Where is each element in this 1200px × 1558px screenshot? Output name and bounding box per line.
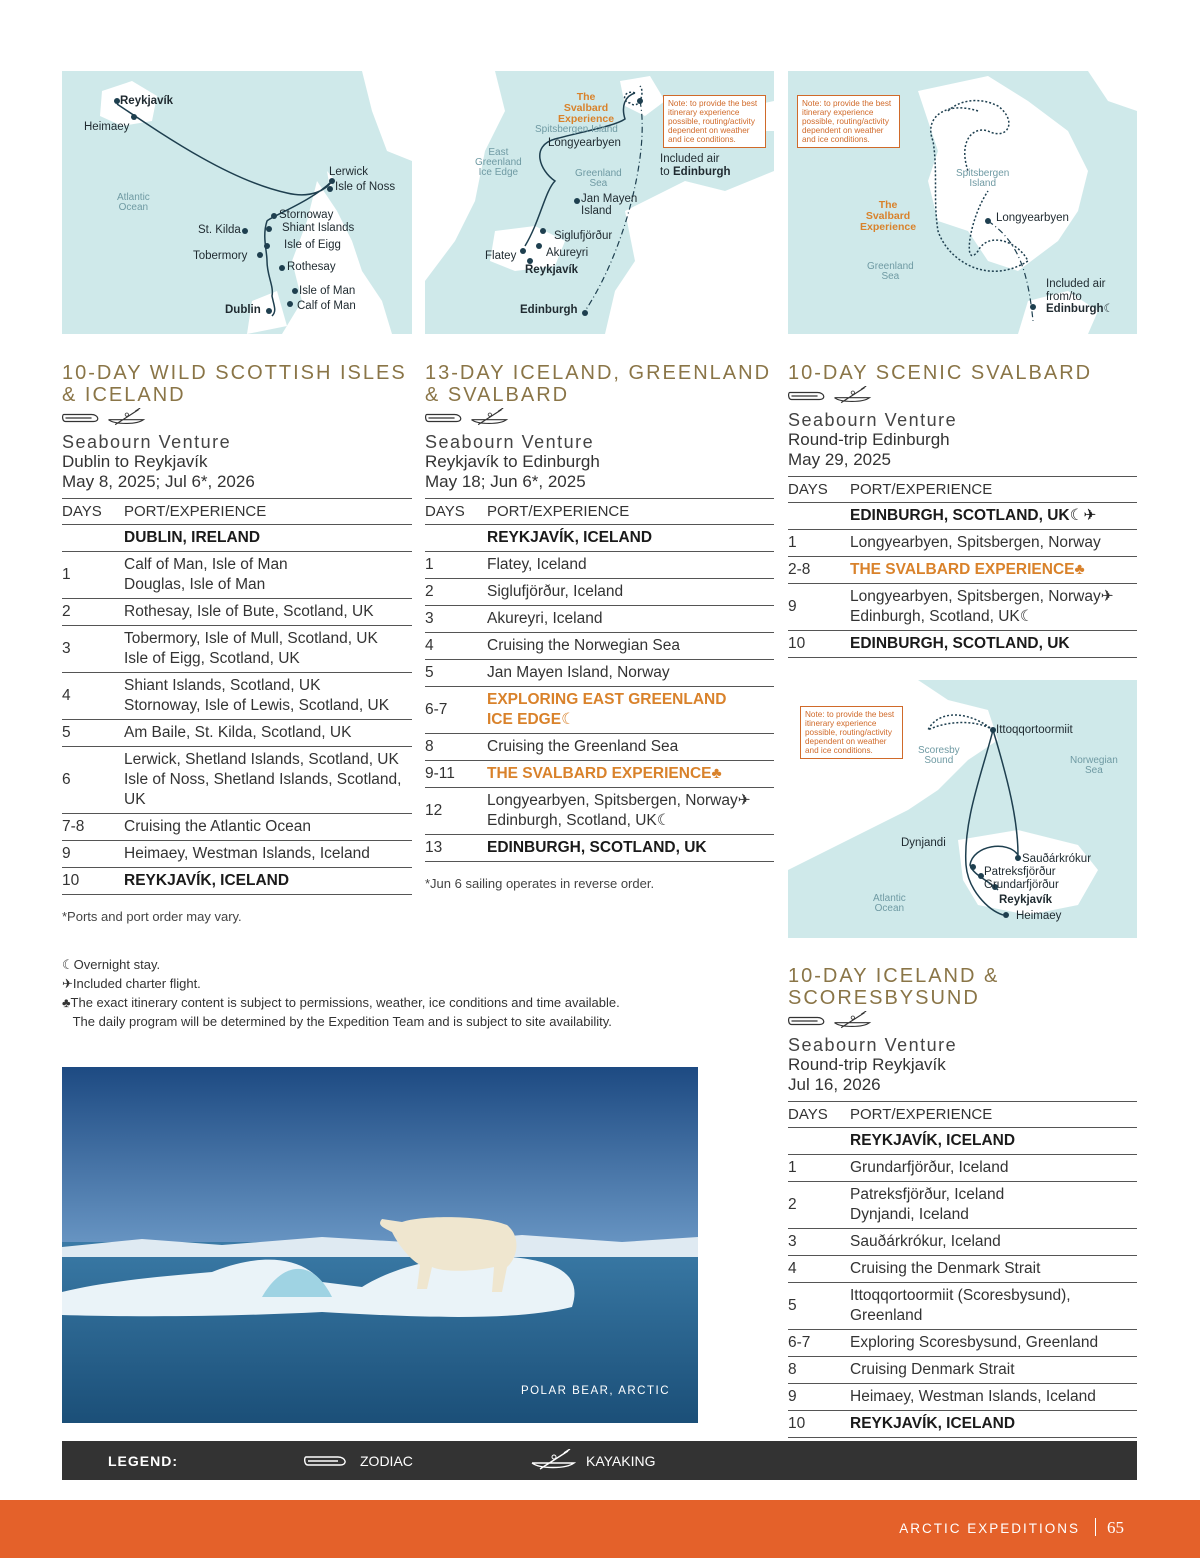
table-row — [788, 584, 1137, 631]
day-cell: 4 — [62, 673, 124, 720]
port-line: Am Baile, St. Kilda, Scotland, UK — [124, 724, 352, 741]
port-cell — [124, 552, 412, 599]
map-label: Calf of Man — [297, 300, 356, 312]
table-row — [788, 503, 1137, 530]
port-line: Akureyri, Iceland — [487, 610, 603, 627]
route: Round-trip Edinburgh — [788, 430, 950, 449]
port-cell — [850, 1330, 1137, 1357]
table-row — [788, 530, 1137, 557]
map-label: Heimaey — [84, 121, 130, 133]
port-cell — [124, 673, 412, 720]
day-cell: 2 — [425, 579, 487, 606]
map-label: Isle of Eigg — [284, 239, 341, 251]
note-itinerary: ♣The exact itinerary content is subject to permissions, weather, ice conditions and time available. — [62, 995, 620, 1010]
note-itinerary-cont: The daily program will be determined by the Expedition Team and is subject to site availability. — [62, 1014, 612, 1029]
route: Round-trip Reykjavík — [788, 1055, 946, 1074]
port-line: Exploring Scoresbysund, Greenland — [850, 1334, 1099, 1351]
port-cell — [487, 761, 774, 788]
table-row — [788, 1357, 1137, 1384]
table-row — [62, 720, 412, 747]
route: Dublin to Reykjavík — [62, 452, 208, 471]
map-label: Longyearbyen — [996, 212, 1069, 224]
table-row — [425, 660, 774, 687]
port-line: Lerwick, Shetland Islands, Scotland, UK — [124, 751, 399, 768]
day-cell — [788, 503, 850, 530]
table-row — [788, 557, 1137, 584]
sail-dates: Jul 16, 2026 — [788, 1075, 881, 1094]
polar-bear-photo — [62, 1067, 698, 1423]
map-note: Note: to provide the best itinerary experience possible, routing/activity dependent on weather and ice conditions. — [800, 706, 903, 759]
col-port-header: PORT/EXPERIENCE — [487, 499, 774, 525]
footer-divider — [1095, 1518, 1097, 1536]
map-sea-label: Atlantic Ocean — [117, 192, 150, 213]
port-cell — [850, 530, 1137, 557]
activity-icons — [62, 408, 412, 432]
map-label: Shiant Islands — [282, 222, 355, 234]
itinerary-table — [62, 498, 412, 895]
table-row — [788, 1330, 1137, 1357]
map-label: Grundarfjörður — [984, 879, 1059, 891]
port-cell — [850, 1128, 1137, 1155]
map-experience-label: The Svalbard Experience — [860, 199, 917, 233]
port-cell — [124, 525, 412, 552]
map-note: Note: to provide the best itinerary experience possible, routing/activity dependent on weather and ice conditions. — [797, 95, 900, 148]
day-cell: 3 — [788, 1229, 850, 1256]
col-days-header: DAYS — [425, 499, 487, 525]
route: Reykjavík to Edinburgh — [425, 452, 600, 471]
port-cell — [850, 1357, 1137, 1384]
itinerary-scottish-isles — [62, 362, 412, 924]
table-row — [425, 579, 774, 606]
day-cell: 9 — [788, 584, 850, 631]
map-iceland-scoresbysund — [788, 680, 1137, 938]
day-cell: 5 — [788, 1283, 850, 1330]
kayak-icon — [832, 386, 872, 411]
port-cell — [124, 841, 412, 868]
table-row — [425, 633, 774, 660]
map-label: Dynjandi — [901, 837, 946, 849]
port-line: Cruising the Norwegian Sea — [487, 637, 680, 654]
map-label: Siglufjörður — [554, 230, 613, 242]
ship-name: Seabourn Venture — [62, 432, 232, 452]
table-row — [788, 1155, 1137, 1182]
port-line: Shiant Islands, Scotland, UK — [124, 677, 321, 694]
map-sea-label: Greenland Sea — [575, 168, 622, 189]
table-row — [62, 814, 412, 841]
port-line: Cruising Denmark Strait — [850, 1361, 1015, 1378]
day-cell: 5 — [62, 720, 124, 747]
day-cell: 8 — [788, 1357, 850, 1384]
col-days-header: DAYS — [788, 477, 850, 503]
port-line: Stornoway, Isle of Lewis, Scotland, UK — [124, 697, 390, 714]
ship-name: Seabourn Venture — [788, 1035, 958, 1055]
port-line: Jan Mayen Island, Norway — [487, 664, 670, 681]
map-scottish-isles — [62, 71, 412, 334]
port-cell — [487, 525, 774, 552]
activity-icons — [788, 1011, 1137, 1035]
port-cell — [850, 1256, 1137, 1283]
day-cell: 4 — [425, 633, 487, 660]
day-cell — [425, 525, 487, 552]
port-cell — [850, 1155, 1137, 1182]
itinerary-iceland-greenland-svalbard — [425, 362, 774, 891]
kayak-icon — [469, 408, 509, 433]
map-label: Stornoway — [279, 209, 334, 221]
map-sea-label: Greenland Sea — [867, 261, 914, 282]
port-line: EDINBURGH, SCOTLAND, UK — [850, 635, 1070, 652]
itinerary-footnote: *Jun 6 sailing operates in reverse order. — [425, 876, 655, 891]
table-row — [788, 1229, 1137, 1256]
port-line: Heimaey, Westman Islands, Iceland — [124, 845, 370, 862]
day-cell: 2-8 — [788, 557, 850, 584]
table-row — [62, 525, 412, 552]
map-sea-label: Norwegian Sea — [1070, 755, 1118, 776]
day-cell: 10 — [62, 868, 124, 895]
itinerary-table — [788, 476, 1137, 658]
itinerary-title: 10-DAY WILD SCOTTISH ISLES & ICELAND — [62, 362, 407, 406]
port-line: Flatey, Iceland — [487, 556, 587, 573]
map-label: Edinburgh — [520, 304, 578, 316]
table-row — [788, 1128, 1137, 1155]
day-cell — [788, 1128, 850, 1155]
map-label: Spitsbergen Island — [956, 168, 1010, 189]
port-cell — [487, 734, 774, 761]
port-line: ICE EDGE☾ — [487, 711, 575, 728]
itinerary-title: 10-DAY ICELAND & SCORESBYSUND — [788, 965, 1000, 1009]
day-cell: 8 — [425, 734, 487, 761]
port-cell — [850, 1384, 1137, 1411]
port-line: Tobermory, Isle of Mull, Scotland, UK — [124, 630, 378, 647]
port-line: Rothesay, Isle of Bute, Scotland, UK — [124, 603, 374, 620]
map-label: Spitsbergen Island — [535, 124, 618, 135]
ship-name: Seabourn Venture — [425, 432, 595, 452]
table-header — [788, 1102, 1137, 1128]
port-line: Heimaey, Westman Islands, Iceland — [850, 1388, 1096, 1405]
day-cell: 6-7 — [425, 687, 487, 734]
table-row — [62, 747, 412, 814]
port-line: Douglas, Isle of Man — [124, 576, 266, 593]
table-row — [425, 552, 774, 579]
day-cell: 7-8 — [62, 814, 124, 841]
port-cell — [850, 1229, 1137, 1256]
port-line: REYKJAVÍK, ICELAND — [850, 1415, 1016, 1432]
port-cell — [850, 1411, 1137, 1438]
port-cell — [850, 584, 1137, 631]
day-cell: 2 — [788, 1182, 850, 1229]
note-charter: ✈Included charter flight. — [62, 976, 201, 991]
port-cell — [850, 503, 1137, 530]
table-header — [62, 499, 412, 525]
zodiac-icon — [62, 411, 102, 430]
port-cell — [487, 835, 774, 862]
port-line: Grundarfjörður, Iceland — [850, 1159, 1009, 1176]
table-row — [788, 1384, 1137, 1411]
map-label: Reykjavík — [120, 95, 174, 107]
port-cell — [487, 788, 774, 835]
col-port-header: PORT/EXPERIENCE — [850, 477, 1137, 503]
table-header — [425, 499, 774, 525]
port-line: Patreksfjörður, Iceland — [850, 1186, 1005, 1203]
table-row — [788, 1256, 1137, 1283]
map-label: Dublin — [225, 304, 261, 316]
port-cell — [124, 868, 412, 895]
col-days-header: DAYS — [62, 499, 124, 525]
map-label: Flatey — [485, 250, 517, 262]
map-label: Ittoqqortoormiit — [996, 724, 1073, 736]
map-label: St. Kilda — [198, 224, 241, 236]
legend-bar — [62, 1441, 1137, 1480]
port-cell — [487, 687, 774, 734]
map-label: Jan Mayen Island — [581, 193, 638, 217]
port-line: Isle of Noss, Shetland Islands, Scotland, UK — [124, 771, 402, 808]
map-label: to — [660, 166, 670, 178]
port-cell — [487, 579, 774, 606]
map-sea-label: Atlantic Ocean — [873, 893, 906, 914]
port-cell — [487, 606, 774, 633]
itinerary-table — [788, 1101, 1137, 1438]
col-port-header: PORT/EXPERIENCE — [124, 499, 412, 525]
map-label: Akureyri — [546, 247, 589, 259]
port-line: Edinburgh, Scotland, UK☾ — [487, 812, 671, 829]
itinerary-title: 10-DAY SCENIC SVALBARD — [788, 362, 1093, 384]
kayak-icon — [832, 1011, 872, 1036]
table-row — [425, 525, 774, 552]
ship-name: Seabourn Venture — [788, 410, 958, 430]
day-cell: 5 — [425, 660, 487, 687]
map-note: Note: to provide the best itinerary experience possible, routing/activity dependent on weather and ice conditions. — [663, 95, 766, 148]
photo-graphic — [62, 1067, 698, 1423]
day-cell: 9-11 — [425, 761, 487, 788]
map-label: Included air from/to — [1046, 278, 1106, 303]
port-cell — [850, 557, 1137, 584]
port-line: REYKJAVÍK, ICELAND — [124, 872, 290, 889]
port-line: EDINBURGH, SCOTLAND, UK — [487, 839, 707, 856]
legend-title: LEGEND: — [108, 1452, 178, 1469]
map-label: Edinburgh — [673, 166, 731, 178]
port-line: EXPLORING EAST GREENLAND — [487, 691, 727, 708]
table-row — [62, 599, 412, 626]
map-sea-label: East Greenland Ice Edge — [475, 147, 522, 178]
map-label: Heimaey — [1016, 910, 1062, 922]
port-cell — [124, 814, 412, 841]
map-label: Included air — [660, 153, 720, 165]
port-line: Cruising the Greenland Sea — [487, 738, 679, 755]
port-cell — [124, 599, 412, 626]
port-cell — [487, 633, 774, 660]
itinerary-title: 13-DAY ICELAND, GREENLAND & SVALBARD — [425, 362, 772, 406]
port-line: Dynjandi, Iceland — [850, 1206, 969, 1223]
day-cell: 2 — [62, 599, 124, 626]
itinerary-iceland-scoresbysund — [788, 965, 1137, 1438]
table-row — [62, 868, 412, 895]
port-cell — [124, 747, 412, 814]
table-row — [62, 626, 412, 673]
port-line: THE SVALBARD EXPERIENCE♣ — [850, 561, 1085, 578]
day-cell: 9 — [62, 841, 124, 868]
day-cell: 1 — [788, 530, 850, 557]
day-cell: 3 — [425, 606, 487, 633]
table-row — [788, 1411, 1137, 1438]
section-title: ARCTIC EXPEDITIONS — [899, 1521, 1080, 1536]
map-label: Isle of Noss — [335, 181, 396, 193]
port-line: Ittoqqortoormiit (Scoresbysund), — [850, 1287, 1071, 1304]
day-cell: 3 — [62, 626, 124, 673]
port-line: Calf of Man, Isle of Man — [124, 556, 288, 573]
port-cell — [850, 1182, 1137, 1229]
map-label: Lerwick — [329, 166, 368, 178]
port-line: Siglufjörður, Iceland — [487, 583, 624, 600]
zodiac-icon — [788, 1014, 828, 1033]
table-row — [425, 835, 774, 862]
page-footer — [0, 1500, 1200, 1558]
port-cell — [124, 720, 412, 747]
map-sea-label: Scoresby Sound — [918, 745, 960, 766]
table-row — [425, 761, 774, 788]
itinerary-scenic-svalbard — [788, 362, 1137, 658]
table-header — [788, 477, 1137, 503]
port-line: Isle of Eigg, Scotland, UK — [124, 650, 300, 667]
map-label: Patreksfjörður — [984, 866, 1056, 878]
port-line: THE SVALBARD EXPERIENCE♣ — [487, 765, 722, 782]
activity-icons — [425, 408, 774, 432]
kayak-icon — [106, 408, 146, 433]
port-line: Greenland — [850, 1307, 923, 1324]
activity-icons — [788, 386, 1137, 410]
port-line: DUBLIN, IRELAND — [124, 529, 261, 546]
table-row — [788, 631, 1137, 658]
day-cell: 10 — [788, 1411, 850, 1438]
zodiac-icon — [788, 389, 828, 408]
col-days-header: DAYS — [788, 1102, 850, 1128]
map-label: Longyearbyen — [548, 137, 621, 149]
day-cell: 1 — [788, 1155, 850, 1182]
map-experience-label: The Svalbard Experience — [558, 91, 615, 125]
day-cell: 13 — [425, 835, 487, 862]
port-cell — [850, 631, 1137, 658]
itinerary-table — [425, 498, 774, 862]
port-line: Longyearbyen, Spitsbergen, Norway — [850, 534, 1101, 551]
port-line: Cruising the Atlantic Ocean — [124, 818, 311, 835]
table-row — [425, 788, 774, 835]
day-cell: 12 — [425, 788, 487, 835]
port-cell — [487, 552, 774, 579]
table-row — [62, 673, 412, 720]
table-row — [425, 606, 774, 633]
map-label: Tobermory — [193, 250, 248, 262]
day-cell: 6-7 — [788, 1330, 850, 1357]
day-cell: 6 — [62, 747, 124, 814]
port-line: REYKJAVÍK, ICELAND — [487, 529, 653, 546]
port-line: Edinburgh, Scotland, UK☾ — [850, 608, 1034, 625]
photo-caption: POLAR BEAR, ARCTIC — [520, 1385, 670, 1397]
col-port-header: PORT/EXPERIENCE — [850, 1102, 1137, 1128]
day-cell: 1 — [425, 552, 487, 579]
sail-dates: May 18; Jun 6*, 2025 — [425, 472, 586, 491]
port-line: Cruising the Denmark Strait — [850, 1260, 1041, 1277]
map-label: Reykjavík — [525, 264, 579, 276]
page-number: 65 — [1107, 1518, 1124, 1537]
day-cell — [62, 525, 124, 552]
table-row — [788, 1283, 1137, 1330]
note-overnight: ☾Overnight stay. — [62, 957, 161, 972]
map-label: Rothesay — [287, 261, 336, 273]
itinerary-footnote: *Ports and port order may vary. — [62, 909, 242, 924]
port-cell — [487, 660, 774, 687]
port-cell — [124, 626, 412, 673]
port-line: Longyearbyen, Spitsbergen, Norway✈ — [850, 588, 1114, 605]
sail-dates: May 29, 2025 — [788, 450, 892, 469]
table-row — [425, 687, 774, 734]
sail-dates: May 8, 2025; Jul 6*, 2026 — [62, 472, 255, 491]
map-label: Reykjavík — [999, 894, 1053, 906]
table-row — [788, 1182, 1137, 1229]
table-row — [62, 841, 412, 868]
port-line: REYKJAVÍK, ICELAND — [850, 1132, 1016, 1149]
legend-kayaking-label: KAYAKING — [586, 1452, 656, 1469]
day-cell: 9 — [788, 1384, 850, 1411]
day-cell: 1 — [62, 552, 124, 599]
day-cell: 10 — [788, 631, 850, 658]
port-line: Sauðárkrókur, Iceland — [850, 1233, 1001, 1250]
map-label: Isle of Man — [299, 285, 356, 297]
kayak-icon — [530, 1449, 576, 1473]
port-cell — [850, 1283, 1137, 1330]
map-label: Edinburgh☾ — [1046, 303, 1114, 315]
port-line: EDINBURGH, SCOTLAND, UK☾✈ — [850, 507, 1097, 524]
footnotes — [62, 955, 620, 1031]
map-label: Sauðárkrókur — [1022, 853, 1092, 865]
zodiac-icon — [425, 411, 465, 430]
map-iceland-greenland-svalbard — [425, 71, 774, 334]
table-row — [425, 734, 774, 761]
legend-zodiac-label: ZODIAC — [360, 1452, 413, 1469]
day-cell: 4 — [788, 1256, 850, 1283]
map-graphic — [62, 71, 412, 334]
table-row — [62, 552, 412, 599]
map-scenic-svalbard — [788, 71, 1137, 334]
port-line: Longyearbyen, Spitsbergen, Norway✈ — [487, 792, 751, 809]
zodiac-icon — [304, 1453, 350, 1469]
